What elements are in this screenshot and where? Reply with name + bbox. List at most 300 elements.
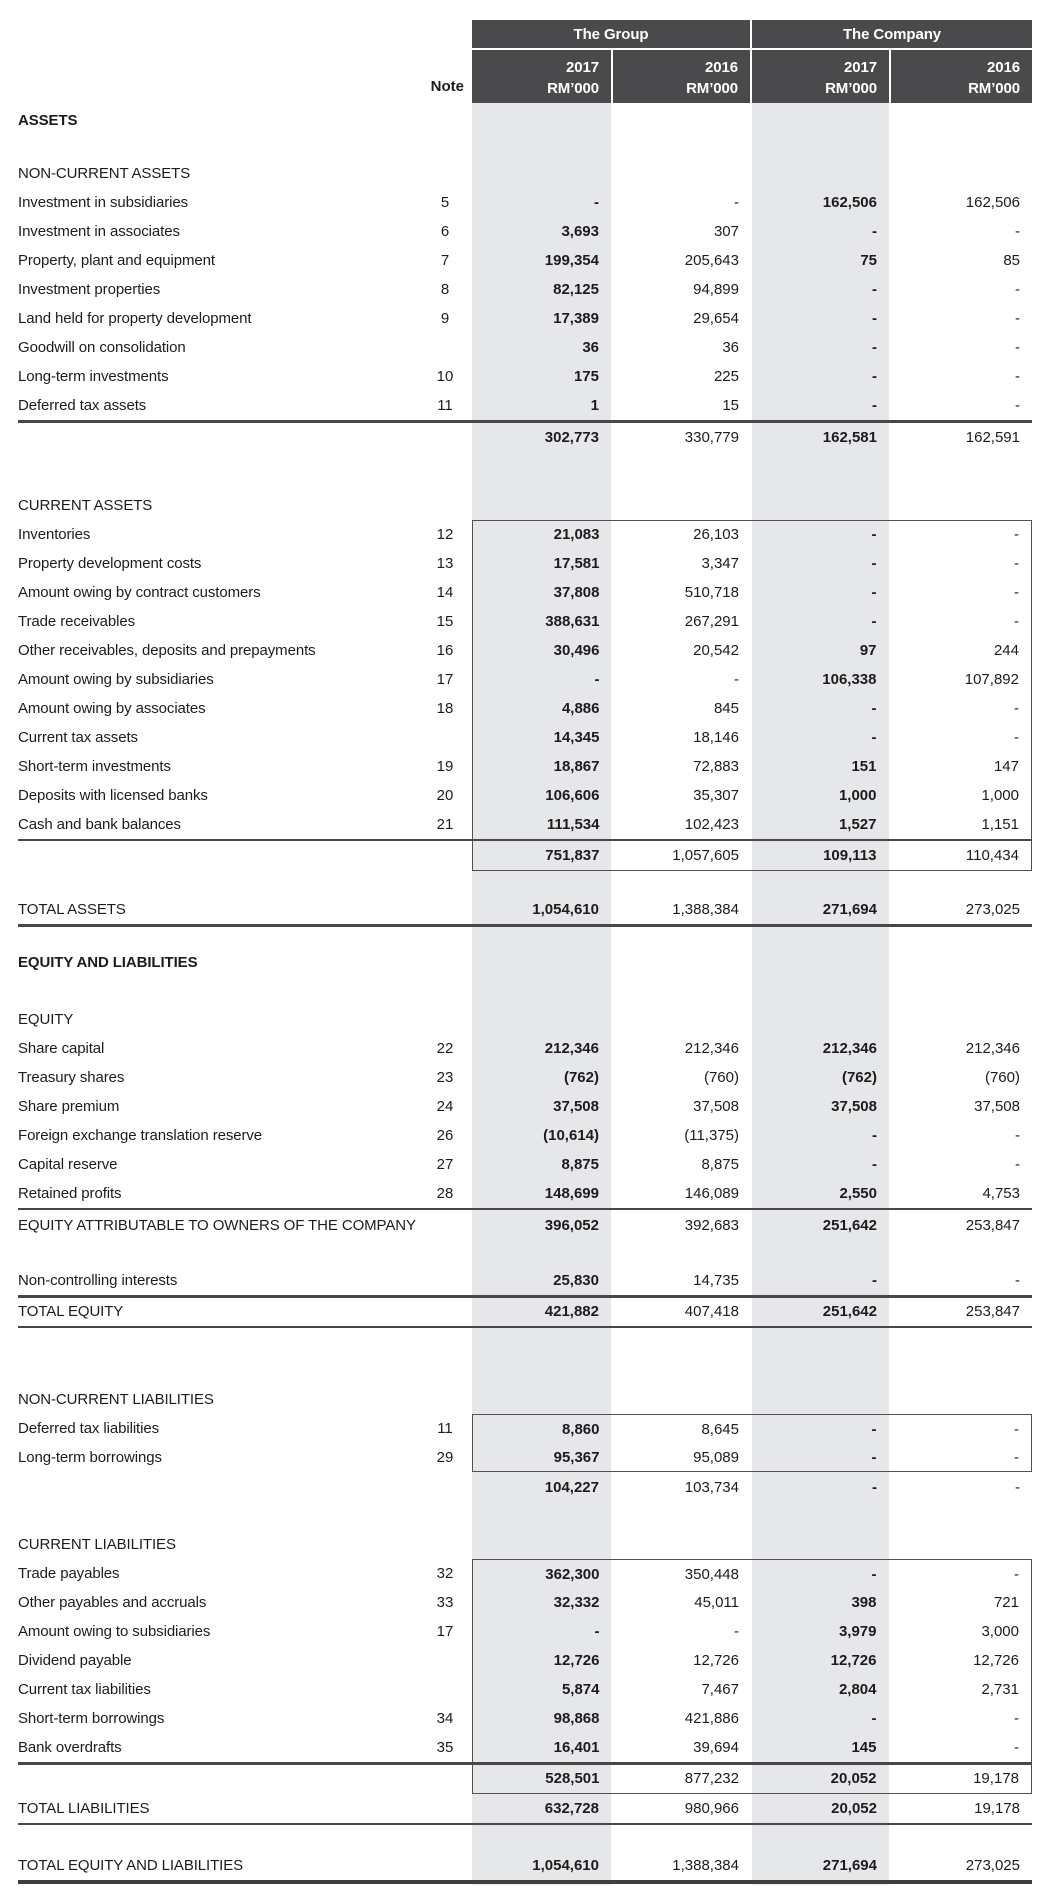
note-cell: 33 — [436, 1594, 454, 1611]
values — [472, 810, 1032, 839]
value-cell: - — [871, 583, 877, 601]
value-cell: 8,875 — [701, 1155, 739, 1173]
value-cell: 103,734 — [684, 1478, 739, 1496]
values — [472, 578, 1032, 607]
row-label: Retained profits — [18, 1184, 122, 1202]
note-cell: 8 — [440, 281, 450, 298]
section-row — [18, 1005, 1032, 1034]
value-cell: (762) — [563, 1068, 599, 1086]
item-row — [18, 1414, 1032, 1443]
value-cell: 350,448 — [684, 1565, 739, 1583]
header-group-row — [18, 20, 1032, 48]
value-cell: 145 — [851, 1739, 877, 1756]
value-cell: 3,979 — [838, 1623, 877, 1640]
row-label: Amount owing to subsidiaries — [18, 1623, 211, 1640]
values — [472, 1034, 1032, 1063]
note-cell: 23 — [436, 1068, 454, 1086]
value-cell: 1,000 — [981, 786, 1019, 804]
values — [472, 549, 1032, 578]
item-row — [18, 1266, 1032, 1295]
subtotal-row — [18, 1765, 1032, 1794]
value-cell: 980,966 — [684, 1799, 739, 1817]
row-label: NON-CURRENT LIABILITIES — [18, 1391, 214, 1408]
value-cell: 4,886 — [561, 699, 600, 717]
row-label: Goodwill on consolidation — [18, 339, 186, 356]
item-row — [18, 362, 1032, 391]
value-cell: 37,508 — [974, 1097, 1020, 1115]
item-row — [18, 549, 1032, 578]
value-cell: (10,614) — [543, 1126, 599, 1144]
note-column-header: Note — [430, 78, 464, 95]
section-row — [18, 491, 1032, 520]
note-cell: 16 — [436, 641, 454, 659]
year-label: 2017 — [566, 59, 599, 76]
value-cell: 14,345 — [553, 728, 600, 746]
value-cell: 75 — [860, 252, 877, 269]
item-row — [18, 636, 1032, 665]
spacer — [18, 978, 1032, 1005]
values — [472, 391, 1032, 420]
value-cell: - — [871, 1448, 877, 1466]
company-header-cell: The Company — [752, 20, 1032, 48]
note-cell: 35 — [436, 1739, 454, 1756]
value-cell: 37,508 — [553, 1097, 599, 1115]
spacer — [18, 1825, 1032, 1850]
total-row — [18, 1210, 1032, 1240]
value-cell: 1,388,384 — [672, 900, 739, 918]
note-cell: 32 — [436, 1565, 454, 1582]
row-label: Deferred tax assets — [18, 397, 147, 414]
values — [472, 520, 1032, 549]
year-label: 2016 — [987, 59, 1020, 76]
note-cell: 11 — [437, 397, 453, 414]
value-cell: 20,052 — [831, 1799, 877, 1817]
value-cell: - — [872, 1478, 877, 1496]
value-cell: 39,694 — [693, 1739, 739, 1756]
value-cell: - — [734, 1623, 739, 1640]
note-cell: 21 — [436, 815, 454, 833]
note-cell: 6 — [440, 223, 450, 240]
value-cell: - — [871, 1710, 877, 1727]
item-row — [18, 723, 1032, 752]
values — [472, 1414, 1032, 1443]
item-row — [18, 1150, 1032, 1179]
values — [472, 841, 1032, 871]
row-label: Trade payables — [18, 1565, 120, 1582]
item-row — [18, 752, 1032, 781]
item-row — [18, 1092, 1032, 1121]
value-cell: 251,642 — [822, 1303, 877, 1320]
value-cell: 362,300 — [545, 1565, 600, 1583]
note-cell: 18 — [436, 699, 454, 717]
value-cell: - — [1015, 339, 1020, 356]
note-cell: 24 — [436, 1097, 454, 1115]
item-row — [18, 1559, 1032, 1588]
value-cell: - — [594, 670, 600, 688]
subtotal-row — [18, 841, 1032, 871]
value-cell: 1,054,610 — [532, 1856, 599, 1874]
note-cell: 7 — [440, 252, 450, 269]
value-cell: - — [1013, 526, 1019, 543]
row-label: Trade receivables — [18, 612, 135, 630]
value-cell: 36 — [722, 339, 739, 356]
value-cell: 251,642 — [822, 1216, 877, 1234]
table-header — [18, 20, 1032, 103]
value-cell: (762) — [841, 1068, 877, 1086]
value-cell: 21,083 — [553, 526, 600, 543]
note-cell: 9 — [440, 310, 450, 327]
note-cell: 14 — [436, 583, 454, 601]
value-cell: (11,375) — [684, 1126, 739, 1144]
value-cell: - — [1013, 554, 1019, 572]
value-cell: - — [594, 1623, 600, 1640]
row-label: CURRENT LIABILITIES — [18, 1536, 176, 1553]
value-cell: 37,508 — [693, 1097, 739, 1115]
values — [472, 694, 1032, 723]
value-cell: - — [1015, 397, 1020, 414]
values — [472, 894, 1032, 924]
value-cell: 3,000 — [981, 1623, 1019, 1640]
value-cell: (760) — [984, 1068, 1020, 1086]
values — [472, 275, 1032, 304]
row-label: Investment in subsidiaries — [18, 194, 188, 211]
table-rows — [18, 103, 1032, 1884]
spacer — [18, 871, 1032, 894]
value-cell: 29,654 — [693, 310, 739, 327]
values — [472, 1092, 1032, 1121]
value-cell: 225 — [713, 368, 739, 385]
subtotal-row — [18, 1472, 1032, 1502]
value-cell: - — [1013, 1565, 1019, 1583]
value-cell: 15 — [722, 397, 739, 414]
value-cell: 162,581 — [822, 429, 877, 446]
value-cell: - — [1015, 223, 1020, 240]
value-cell: 97 — [859, 641, 877, 659]
group-2017-header — [472, 50, 611, 103]
value-cell: 147 — [993, 757, 1019, 775]
value-cell: - — [1013, 583, 1019, 601]
value-cell: 106,338 — [822, 670, 877, 688]
value-cell: 162,506 — [822, 194, 877, 211]
item-row — [18, 304, 1032, 333]
value-cell: - — [594, 194, 599, 211]
note-cell: 17 — [436, 670, 454, 688]
value-cell: 751,837 — [545, 847, 600, 864]
row-label: Foreign exchange translation reserve — [18, 1126, 263, 1144]
value-cell: - — [871, 728, 877, 746]
value-cell: 421,886 — [684, 1710, 739, 1727]
value-cell: 307 — [713, 223, 739, 240]
item-row — [18, 694, 1032, 723]
horizontal-rule — [18, 1880, 1032, 1884]
value-cell: 510,718 — [684, 583, 739, 601]
values — [472, 1704, 1032, 1733]
value-cell: 212,346 — [684, 1039, 739, 1057]
value-cell: - — [734, 670, 739, 688]
value-cell: - — [1013, 1448, 1019, 1466]
values — [472, 1617, 1032, 1646]
values — [472, 723, 1032, 752]
value-cell: 151 — [851, 757, 877, 775]
company-year-headers — [752, 50, 1032, 103]
row-label: Bank overdrafts — [18, 1739, 122, 1756]
item-row — [18, 246, 1032, 275]
values — [472, 1733, 1032, 1762]
row-label: TOTAL EQUITY — [18, 1303, 124, 1320]
value-cell: - — [1013, 1710, 1019, 1727]
value-cell: 18,146 — [693, 728, 739, 746]
value-cell: 1,151 — [981, 815, 1019, 833]
values — [472, 1179, 1032, 1208]
spacer — [18, 137, 1032, 159]
row-label: EQUITY AND LIABILITIES — [18, 954, 198, 971]
values — [472, 188, 1032, 217]
value-cell: - — [734, 194, 739, 211]
item-row — [18, 217, 1032, 246]
group-2016-header — [611, 50, 750, 103]
note-cell: 27 — [436, 1155, 454, 1173]
group-header-cell: The Group — [472, 20, 750, 48]
value-cell: 17,389 — [553, 310, 599, 327]
value-cell: 82,125 — [553, 281, 599, 298]
value-cell: - — [1013, 699, 1019, 717]
value-cell: 7,467 — [701, 1681, 739, 1698]
value-cell: 37,508 — [831, 1097, 877, 1115]
value-cell: 30,496 — [553, 641, 600, 659]
value-cell: - — [872, 1155, 877, 1173]
item-row — [18, 333, 1032, 362]
section-row — [18, 103, 1032, 137]
unit-label: RM’000 — [547, 80, 599, 97]
value-cell: - — [871, 1420, 877, 1438]
value-cell: 877,232 — [684, 1770, 739, 1787]
section-row — [18, 1385, 1032, 1414]
row-label: Amount owing by associates — [18, 699, 206, 717]
subtotal-row — [18, 423, 1032, 453]
value-cell: 632,728 — [544, 1799, 599, 1817]
value-cell: 212,346 — [544, 1039, 599, 1057]
value-cell: - — [1015, 1126, 1020, 1144]
total-row — [18, 1850, 1032, 1880]
value-cell: 26,103 — [693, 526, 739, 543]
values — [472, 1588, 1032, 1617]
value-cell: 845 — [713, 699, 739, 717]
item-row — [18, 781, 1032, 810]
values — [472, 1794, 1032, 1823]
value-cell: 1 — [590, 397, 599, 414]
row-label: Current tax liabilities — [18, 1681, 151, 1698]
item-row — [18, 1179, 1032, 1208]
note-cell: 22 — [436, 1039, 454, 1057]
year-label: 2016 — [705, 59, 738, 76]
unit-label: RM’000 — [686, 80, 738, 97]
note-cell: 13 — [436, 554, 454, 572]
value-cell: 398 — [851, 1594, 877, 1611]
value-cell: - — [1013, 1420, 1019, 1438]
item-row — [18, 1675, 1032, 1704]
note-cell: 34 — [436, 1710, 454, 1727]
value-cell: - — [872, 310, 877, 327]
group-year-headers — [472, 50, 750, 103]
total-row — [18, 894, 1032, 924]
row-label: Cash and bank balances — [18, 815, 181, 833]
values — [472, 1210, 1032, 1240]
value-cell: 5,874 — [561, 1681, 600, 1698]
value-cell: 407,418 — [684, 1303, 739, 1320]
row-label: Long-term borrowings — [18, 1449, 162, 1466]
value-cell: 162,506 — [965, 194, 1020, 211]
note-cell: 5 — [440, 194, 450, 211]
value-cell: 244 — [993, 641, 1019, 659]
value-cell: 35,307 — [693, 786, 739, 804]
item-row — [18, 1063, 1032, 1092]
item-row — [18, 607, 1032, 636]
value-cell: - — [872, 281, 877, 298]
row-label: Share premium — [18, 1097, 120, 1115]
value-cell: - — [871, 699, 877, 717]
row-label: Share capital — [18, 1039, 105, 1057]
row-label: TOTAL LIABILITIES — [18, 1799, 150, 1817]
values — [472, 1850, 1032, 1880]
header-year-row — [18, 48, 1032, 103]
note-cell: 28 — [436, 1184, 454, 1202]
value-cell: 199,354 — [544, 252, 599, 269]
value-cell: 1,527 — [838, 815, 877, 833]
value-cell: 271,694 — [822, 1856, 877, 1874]
value-cell: 8,645 — [701, 1420, 739, 1438]
note-cell: 11 — [437, 1420, 453, 1437]
value-cell: 12,726 — [553, 1652, 600, 1669]
value-cell: 94,899 — [693, 281, 739, 298]
spacer — [18, 927, 1032, 948]
row-label: Other payables and accruals — [18, 1594, 207, 1611]
value-cell: 148,699 — [544, 1184, 599, 1202]
row-label: EQUITY ATTRIBUTABLE TO OWNERS OF THE COMPANY — [18, 1216, 416, 1234]
value-cell: 111,534 — [546, 815, 600, 833]
note-cell: 19 — [436, 757, 454, 775]
values — [472, 1150, 1032, 1179]
value-cell: - — [872, 339, 877, 356]
value-cell: 19,178 — [973, 1770, 1019, 1787]
value-cell: 18,867 — [553, 757, 600, 775]
value-cell: 212,346 — [965, 1039, 1020, 1057]
value-cell: 330,779 — [684, 429, 739, 446]
values — [472, 1675, 1032, 1704]
value-cell: - — [1015, 310, 1020, 327]
item-row — [18, 1588, 1032, 1617]
value-cell: - — [871, 1565, 877, 1583]
row-label: EQUITY — [18, 1010, 74, 1028]
row-label: Inventories — [18, 525, 91, 543]
value-cell: - — [1015, 1272, 1020, 1289]
value-cell: 1,000 — [838, 786, 877, 804]
value-cell: - — [872, 223, 877, 240]
values — [472, 1063, 1032, 1092]
spacer — [18, 453, 1032, 491]
row-label: Property development costs — [18, 554, 202, 572]
value-cell: 421,882 — [544, 1303, 599, 1320]
value-cell: 85 — [1003, 252, 1020, 269]
value-cell: 253,847 — [965, 1216, 1020, 1234]
values — [472, 607, 1032, 636]
value-cell: 95,367 — [553, 1448, 600, 1466]
value-cell: 396,052 — [544, 1216, 599, 1234]
item-row — [18, 810, 1032, 839]
value-cell: 721 — [993, 1594, 1019, 1611]
value-cell: 3,693 — [561, 223, 599, 240]
value-cell: (760) — [703, 1068, 739, 1086]
value-cell: 12,726 — [973, 1652, 1019, 1669]
company-2017-header — [752, 50, 889, 103]
value-cell: 271,694 — [822, 900, 877, 918]
row-label: Deferred tax liabilities — [18, 1420, 159, 1437]
value-cell: 72,883 — [693, 757, 739, 775]
note-cell: 12 — [436, 525, 454, 543]
value-cell: 107,892 — [964, 670, 1019, 688]
total-row — [18, 1794, 1032, 1823]
note-cell: 15 — [436, 612, 454, 630]
value-cell: 175 — [573, 368, 599, 385]
row-label: Capital reserve — [18, 1155, 118, 1173]
value-cell: 1,388,384 — [672, 1856, 739, 1874]
value-cell: 2,731 — [981, 1681, 1019, 1698]
value-cell: 19,178 — [974, 1799, 1020, 1817]
value-cell: 104,227 — [544, 1478, 599, 1496]
value-cell: - — [872, 368, 877, 385]
row-label: Non-controlling interests — [18, 1272, 178, 1289]
item-row — [18, 1646, 1032, 1675]
unit-label: RM’000 — [825, 80, 877, 97]
value-cell: 273,025 — [965, 900, 1020, 918]
year-label: 2017 — [844, 59, 877, 76]
item-row — [18, 665, 1032, 694]
item-row — [18, 578, 1032, 607]
value-cell: 14,735 — [693, 1272, 739, 1289]
note-cell: 17 — [436, 1623, 454, 1640]
row-label: Investment properties — [18, 281, 161, 298]
values — [472, 1298, 1032, 1326]
row-label: TOTAL EQUITY AND LIABILITIES — [18, 1856, 244, 1874]
value-cell: - — [872, 1126, 877, 1144]
value-cell: 273,025 — [965, 1856, 1020, 1874]
row-label: NON-CURRENT ASSETS — [18, 165, 191, 182]
value-cell: - — [872, 1272, 877, 1289]
value-cell: - — [871, 554, 877, 572]
value-cell: 528,501 — [545, 1770, 600, 1787]
value-cell: 20,542 — [693, 641, 739, 659]
value-cell: 388,631 — [545, 612, 600, 630]
value-cell: 1,054,610 — [532, 900, 599, 918]
values — [472, 781, 1032, 810]
value-cell: 1,057,605 — [672, 847, 739, 864]
value-cell: 205,643 — [684, 252, 739, 269]
row-label: Dividend payable — [18, 1652, 132, 1669]
value-cell: 8,860 — [561, 1420, 600, 1438]
value-cell: - — [871, 526, 877, 543]
values — [472, 1765, 1032, 1794]
value-cell: 12,726 — [693, 1652, 739, 1669]
value-cell: 4,753 — [982, 1184, 1020, 1202]
value-cell: 17,581 — [553, 554, 600, 572]
note-cell: 20 — [436, 786, 454, 804]
value-cell: 36 — [582, 339, 599, 356]
value-cell: - — [1015, 281, 1020, 298]
values — [472, 1559, 1032, 1588]
value-cell: 3,347 — [701, 554, 739, 572]
row-label: Treasury shares — [18, 1068, 125, 1086]
item-row — [18, 1704, 1032, 1733]
row-label: Short-term investments — [18, 757, 171, 775]
